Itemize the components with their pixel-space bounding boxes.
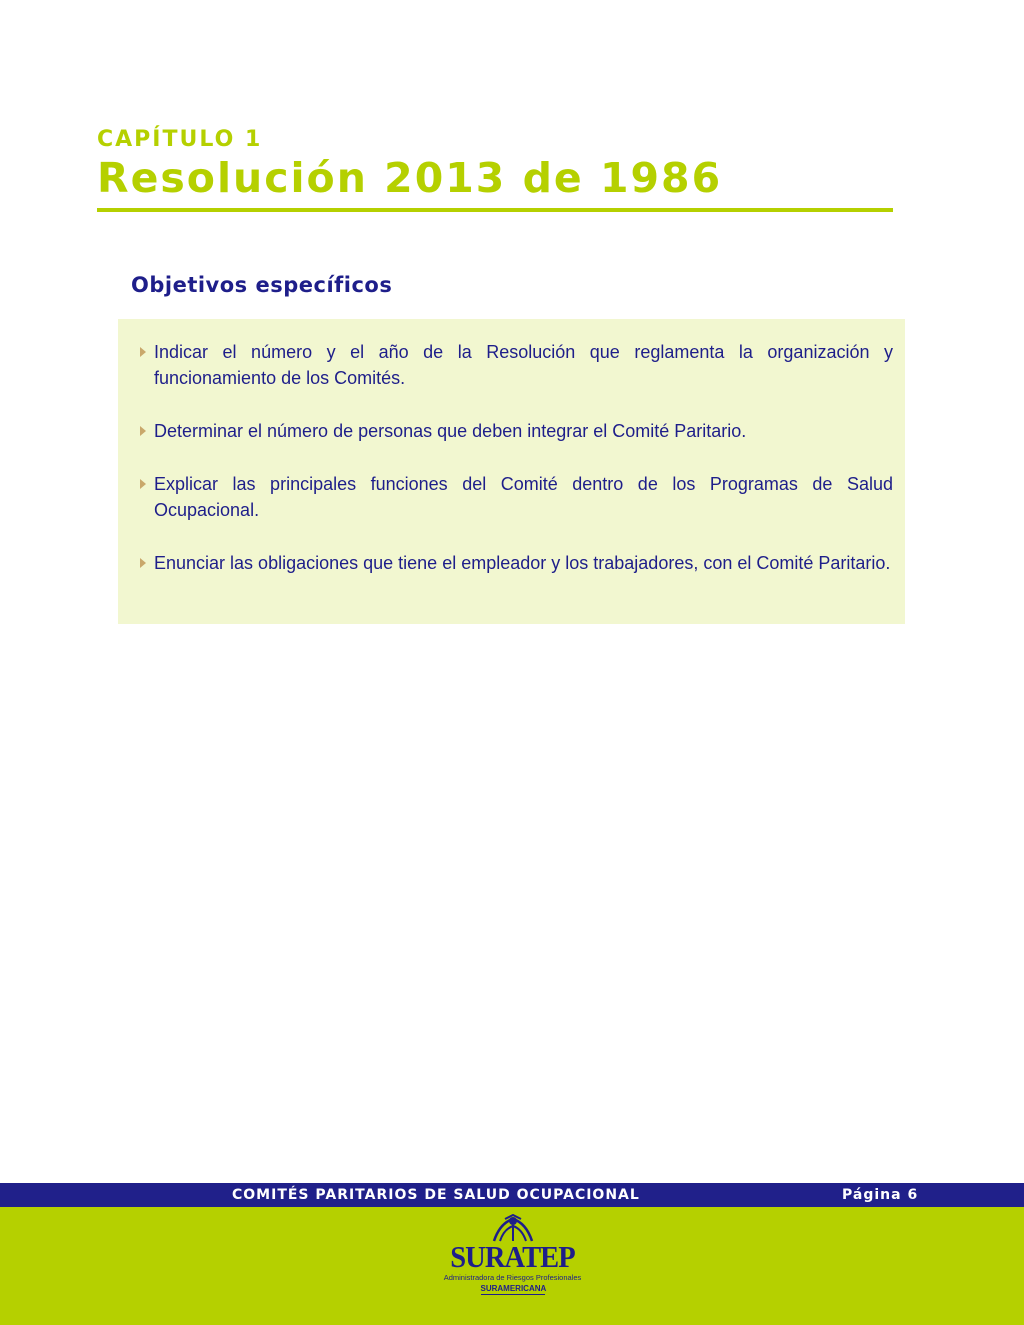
objective-text: Enunciar las obligaciones que tiene el empleador y los trabajadores, con el Comité Paritario. (154, 553, 891, 573)
page-number: Página 6 (842, 1187, 919, 1203)
logo (440, 1213, 585, 1313)
chapter-title: Resolución 2013 de 1986 (97, 154, 723, 202)
footer-band (0, 1207, 1024, 1325)
section-heading: Objetivos específicos (131, 273, 393, 297)
logo-parent: SURAMERICANA (480, 1284, 547, 1293)
footer-bar (0, 1183, 1024, 1207)
triangle-right-icon (140, 479, 146, 489)
list-item (140, 418, 893, 444)
logo-tagline: Administradora de Riesgos Profesionales (443, 1273, 582, 1282)
logo-name: SURATEP (450, 1239, 575, 1274)
footer-title: COMITÉS PARITARIOS DE SALUD OCUPACIONAL (232, 1187, 640, 1203)
chapter-label: CAPÍTULO 1 (97, 127, 263, 152)
triangle-right-icon (140, 558, 146, 568)
objective-text: Indicar el número y el año de la Resolución que reglamenta la organización y funcionamiento de los Comités. (154, 342, 893, 388)
objectives-list (140, 339, 893, 603)
objective-text: Determinar el número de personas que deben integrar el Comité Paritario. (154, 421, 747, 441)
objectives-box (118, 319, 905, 624)
triangle-right-icon (140, 347, 146, 357)
title-rule (97, 208, 893, 212)
list-item (140, 471, 893, 523)
triangle-right-icon (140, 426, 146, 436)
list-item (140, 339, 893, 391)
list-item (140, 550, 893, 576)
objective-text: Explicar las principales funciones del Comité dentro de los Programas de Salud Ocupacional. (154, 474, 893, 520)
